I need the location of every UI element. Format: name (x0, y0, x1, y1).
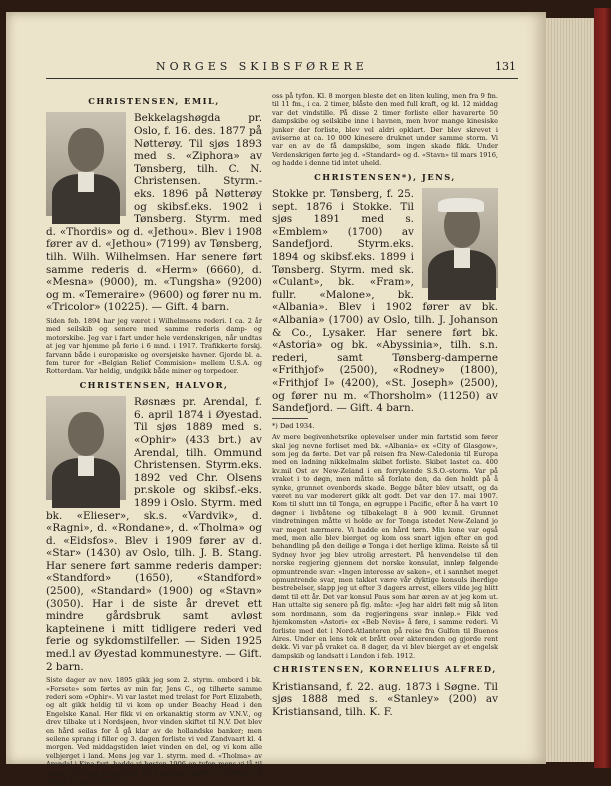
portrait-photo-emil (46, 112, 126, 216)
continued-note: oss på tyfon. Kl. 8 morgen bleste det en liten kuling, men fra 9 fm. til 11 fm., i ca. 2 timer, blåste den med full kraft, og kl. 12 middag var det vindstille. På disse 2 timer forliste eller havarerte 50 dampskibe og seilskibe inne i havnen, men hvor mange kinesiske junker der forliste, blev vel aldri opklart. Der blev skrevet i aviserne at ca. 10 000 kinesere druknet under samme storm. Vi var en av de få dampskibe, som ingen skade fikk. Under Verdenskrigen førte jeg d. «Standard» og d. «Stavn» til mars 1916, og hadde i denne tid intet uheld. (272, 92, 498, 168)
header-rule (46, 78, 518, 79)
entry-name-emil: CHRISTENSEN, EMIL, (88, 96, 220, 106)
portrait-photo-halvor (46, 396, 126, 500)
footnote-rule (272, 418, 308, 419)
header-title: NORGES SKIBSFØRERE (156, 60, 368, 73)
entry-bio-kornelius: Kristiansand, f. 22. aug. 1873 i Søgne. Til sjøs 1888 med s. «Stanley» (200) av Kristiansand, tilh. K. F. (272, 680, 498, 718)
portrait-photo-jens (422, 188, 498, 288)
right-column (272, 92, 498, 718)
page-number: 131 (495, 60, 516, 73)
entry-bio-halvor: Røsnæs pr. Arendal, f. 6. april 1874 i Øyestad. Til sjøs 1889 med s. «Ophir» (433 brt.) av Arendal, tilh. Ommund Christensen. Styrm.eks. 1892 ved Chr. Olsens pr.skole og skibsf.-eks. 1899 i Oslo. Styrm. med bk. «Elieser», sk.s. «Vardvik», d. «Ragni», d. «Rondane», d. «Tholma» og d. «Eidsfos». Blev i 1909 fører av d. «Star» (1430) av Oslo, tilh. J. B. Stang. Har senere ført samme rederis damper: «Standford» (1650), «Standford» (2500), «Standard» (1900) og «Stavn» (3050). Har i de siste år drevet ett mindre gårdsbruk samt avløst kapteinene i mitt tidligere rederi ved ferie og sykdomstilfeller. — Siden 1925 med.l av Øyestad kommunestyre. — Gift. 2 barn. (46, 396, 262, 673)
entry-bio-jens: Stokke pr. Tønsberg, f. 25. sept. 1876 i Stokke. Til sjøs 1891 med s. «Emblem» (1700) av Sandefjord. Styrm.eks. 1894 og skibsf.eks. 1899 i Tønsberg. Styrm. med sk. «Culant», bk. «Fram», fullr. «Malone», bk. «Albania». Blev i 1902 fører av bk. «Albania» (1700) av Oslo, tilh. J. Johanson & Co., Lysaker. Har senere ført bk. «Astoria» og bk. «Abyssinia», tilh. s.n. rederi, samt Tønsberg-damperne «Frithjof» (2500), «Rodney» (1800), «Frithjof I» (4200), «St. Joseph» (2500), og fører nu m. «Thorsholm» (11250) av Sandefjord. — Gift. 4 barn. (272, 188, 498, 415)
entry-name-halvor: CHRISTENSEN, HALVOR, (79, 379, 229, 390)
entry-note-halvor: Siste dager av nov. 1895 gikk jeg som 2. styrm. ombord i bk. «Forsete» som førtes av min far, Jens C., og tilhørte samme rederi som «Ophir». Vi var lastet med trelast for Port Elizabeth, og alt gikk heldig til vi kom op under Beachy Head i den Engelske Kanal. Her fikk vi en orkanaktig storm av V.N.V., og drev tilbake ut i Nordsjøen, hvor vinden skiftet til N.V. Det blev en hård seilas for å gå klar av de hollandske banker; men seilene sprang i filler og 3. dagen forliste vi ved Zandvaart kl. 4 morgen. Ved middagstiden løiet vinden en del, og vi kom alle velbjerget i land. Mens jeg var 1. styrm. med d. «Tholma» av Arendal i Kina-fart, hadde vi høsten 1906 en tyfon mens vi lå til ankers på Hong-Kong havn. Kl. 6 morgen skjønte vi at været så utrykt ut, og forberedte (46, 676, 262, 786)
book-cover (594, 8, 611, 768)
entry-note-emil: Siden feb. 1894 har jeg været i Wilhelmsens rederi. I ca. 2 år med seilskib og senere med samme rederis damp- og motorskibe. Jeg var i fart under hele verdenskrigen, når undtas at jeg var hjemme på ferie i 6 mnd. i 1917. Trafikkerte forskj. farvann både i europæiske og oversjøiske havner. Gjorde bl. a. fem turer for «Belgian Relief Commision» mellem U.S.A. og Rotterdam. Var heldig, undgikk både miner og torpedoer. (46, 316, 262, 376)
entry-bio-emil: Bekkelagshøgda pr. Oslo, f. 16. des. 1877 på Nøtterøy. Til sjøs 1893 med s. «Ziphora» av Tønsberg, tilh. C. N. Christensen. Styrm.-eks. 1896 på Nøtterøy og skibsf.eks. 1902 i Tønsberg. Styrm. med d. «Thordis» og d. «Jethou». Blev i 1908 fører av d. «Jethou» (7199) av Tønsberg, tilh. Wilh. Wilhelmsen. Har senere ført samme rederis d. «Herm» (6660), d. «Mesna» (9000), m. «Tungsha» (9200) og m. «Temeraire» (9600) og fører nu m. «Tricolor» (10225). — Gift. 4 barn. (46, 112, 262, 314)
left-column (46, 92, 262, 786)
entry-name-kornelius: CHRISTENSEN, KORNELIUS ALFRED, (273, 664, 497, 675)
entry-name-jens: CHRISTENSEN*), JENS, (314, 171, 456, 182)
footnote-jens: *) Død 1934. (272, 421, 315, 430)
page-stack-edge (546, 18, 595, 762)
book-page (6, 12, 546, 786)
entry-note-jens: Av mere begivenhetsrike oplevelser under min fartstid som fører skal jeg nevne forliset med bk. «Albania» ex «City of Glasgow», som jeg da førte. Det var på reisen fra New-Caledonia til Europa med en ladning nikkelmalm skibet forliste. Skibet lastet ca. 400 kv.mil Ost av New-Zeland i en forrykende S.S.O.-storm. Var på vraket i to døgn, men måtte så forlate den, da den holdt på å synke, grunnet ovenbords skade. Begge båter blev utsatt, og da været nu var moderert gikk alt godt. Det var den 17. mai 1907. Kom til slutt inn til Tonga, en øgruppe i Pacific, efter å ha vært 10 døgner i livbåtene og tilbakelagt 8 à 900 kv.mil. Grunnet vindretningen måtte vi holde av for Tonga istedet New-Zeland jo var meget nærmere. Vi hadde en hård tørn. Min kone var også med, men alle blev bierget og kom oss snart igjen efter en god behandling på den deilige ø Tonga i det herlige klima. Reiste så til Sydney hvor jeg blev utrolig arrestert. På henvendelse til den norske regjering gjennem det norske konsulat, innløp følgende opmuntrende svar: «Ingen interesse av saken», et i sannhet meget opmuntrende svar, men takket være vår dyktige konsuls iherdige bestrebelser, slapp jeg ut efter 3 dagers arrest, ellers vilde jeg blitt dømt til ett år. Det var konsul Paus som har æren av at jeg kom ut. Han uttalte sig senere på flg. måte: «Jeg har aldri følt mig så liten som nordmann, som da regjeringens svar innløp.» Fikk ved hjemkomsten «Astori» ex «Beb Nevis» å føre, i samme rederi. Vi forliste med det i Nord-Atlanteren på reise fra Gulfen til Buenos Aires. Under en lens tok et brått over akterenden og gjorde rent dekk. Vi var på vraket ca. 8 dager, da vi blev bierget av et engelsk dampskib og landsatt i London i feb. 1912. (272, 433, 498, 660)
